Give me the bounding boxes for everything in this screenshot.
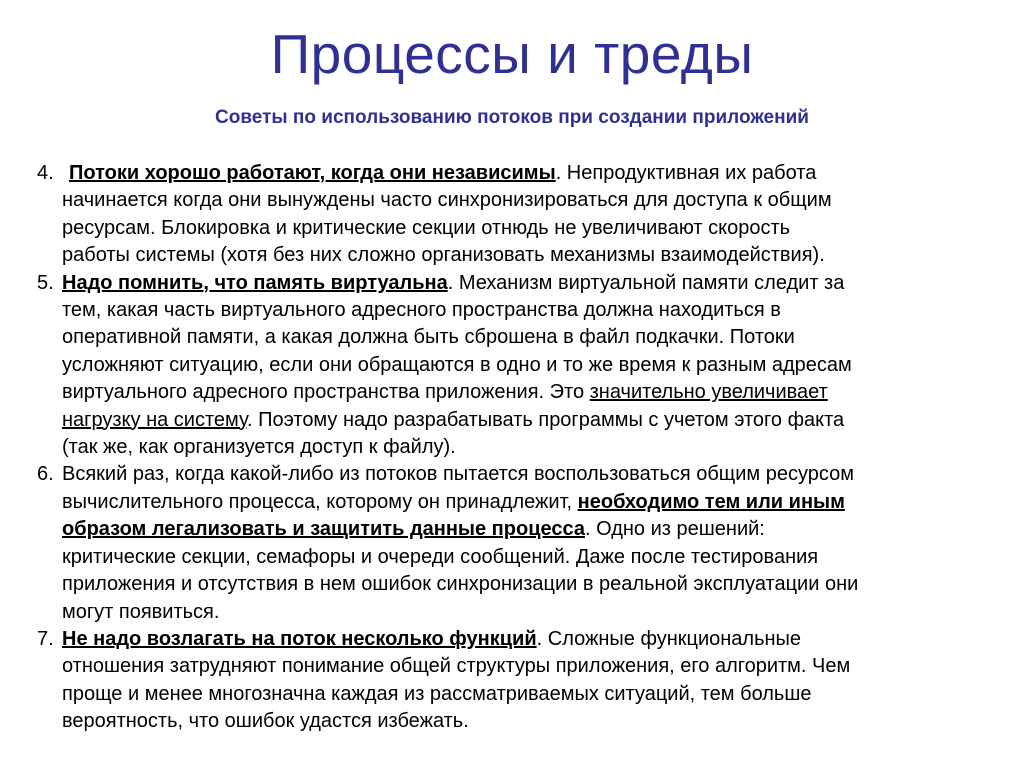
tip-text: . Механизм виртуальной памяти следит за (447, 271, 845, 294)
tip-line (62, 626, 987, 653)
tip-text: проще и менее многозначна каждая из рассматриваемых ситуаций, тем больше (62, 682, 812, 705)
tip-text: тем, какая часть виртуального адресного пространства должна находиться в (62, 299, 781, 322)
tip-line (62, 352, 987, 379)
tip-number: 7. (37, 627, 54, 650)
tip-line (62, 599, 987, 626)
tip-text: Всякий раз, когда какой-либо из потоков пытается воспользоваться общим ресурсом (62, 463, 854, 486)
tip-text: могут появиться. (62, 600, 220, 623)
tip-text: (так же, как организуется доступ к файлу). (62, 436, 456, 459)
tip-item (37, 270, 987, 462)
slide-subtitle: Советы по использованию потоков при создании приложений (215, 107, 809, 128)
tip-line (62, 708, 987, 735)
tip-number: 5. (37, 271, 54, 294)
tip-emphasis: Не надо возлагать на поток несколько функций (62, 627, 537, 650)
tip-line (62, 461, 987, 488)
tip-text: усложняют ситуацию, если они обращаются в одно и то же время к разным адресам (62, 353, 852, 376)
tip-text: . Одно из решений: (584, 518, 765, 541)
tip-text: начинается когда они вынуждены часто синхронизироваться для доступа к общим (62, 189, 832, 212)
tip-item (37, 160, 987, 270)
tip-text: критические секции, семафоры и очереди сообщений. Даже после тестирования (62, 545, 819, 568)
tip-underlined-text: значительно увеличивает (589, 381, 828, 404)
tip-underlined-text: нагрузку на систему (62, 408, 247, 431)
tip-emphasis: Надо помнить, что память виртуальна (62, 271, 448, 294)
tip-line (62, 653, 987, 680)
tip-text: . Непродуктивная их работа (555, 162, 817, 184)
tip-line (62, 571, 987, 598)
tip-emphasis: образом легализовать и защитить данные процесса (62, 518, 585, 541)
tip-line (62, 544, 987, 571)
tip-text: оперативной памяти, а какая должна быть сброшена в файл подкачки. Потоки (62, 326, 795, 349)
tip-number: 4. (37, 162, 54, 184)
tip-text: вероятность, что ошибок удастся избежать. (62, 710, 469, 733)
tip-line (62, 407, 987, 434)
tip-text: ресурсам. Блокировка и критические секции отнюдь не увеличивают скорость (62, 216, 791, 239)
tip-emphasis: Потоки хорошо работают, когда они независимы (69, 162, 556, 184)
tip-line (62, 681, 987, 708)
tip-line (62, 516, 987, 543)
tip-line (62, 187, 987, 214)
tip-item (37, 626, 987, 736)
tip-text: приложения и отсутствия в нем ошибок синхронизации в реальной эксплуатации они (62, 573, 859, 596)
tip-number: 6. (37, 463, 54, 486)
tip-text: отношения затрудняют понимание общей структуры приложения, его алгоритм. Чем (62, 655, 851, 678)
tip-line (62, 242, 987, 269)
tip-line (62, 379, 987, 406)
tip-text: работы системы (хотя без них сложно организовать механизмы взаимодействия). (62, 244, 825, 267)
tip-text: . Сложные функциональные (536, 627, 802, 650)
slide-title: Процессы и треды (270, 23, 754, 85)
tip-emphasis: необходимо тем или иным (577, 490, 845, 513)
tip-line (62, 215, 987, 242)
tip-line (62, 489, 987, 516)
tip-line (62, 270, 987, 297)
tip-item (37, 461, 987, 625)
tip-line (62, 297, 987, 324)
tip-line (62, 434, 987, 461)
tip-line (62, 160, 987, 187)
tip-line (62, 324, 987, 351)
tips-list (37, 160, 987, 736)
tip-text: вычислительного процесса, которому он принадлежит, (62, 490, 578, 513)
tip-text: . Поэтому надо разрабатывать программы с учетом этого факта (247, 408, 845, 431)
tip-text: виртуального адресного пространства приложения. Это (62, 381, 590, 404)
